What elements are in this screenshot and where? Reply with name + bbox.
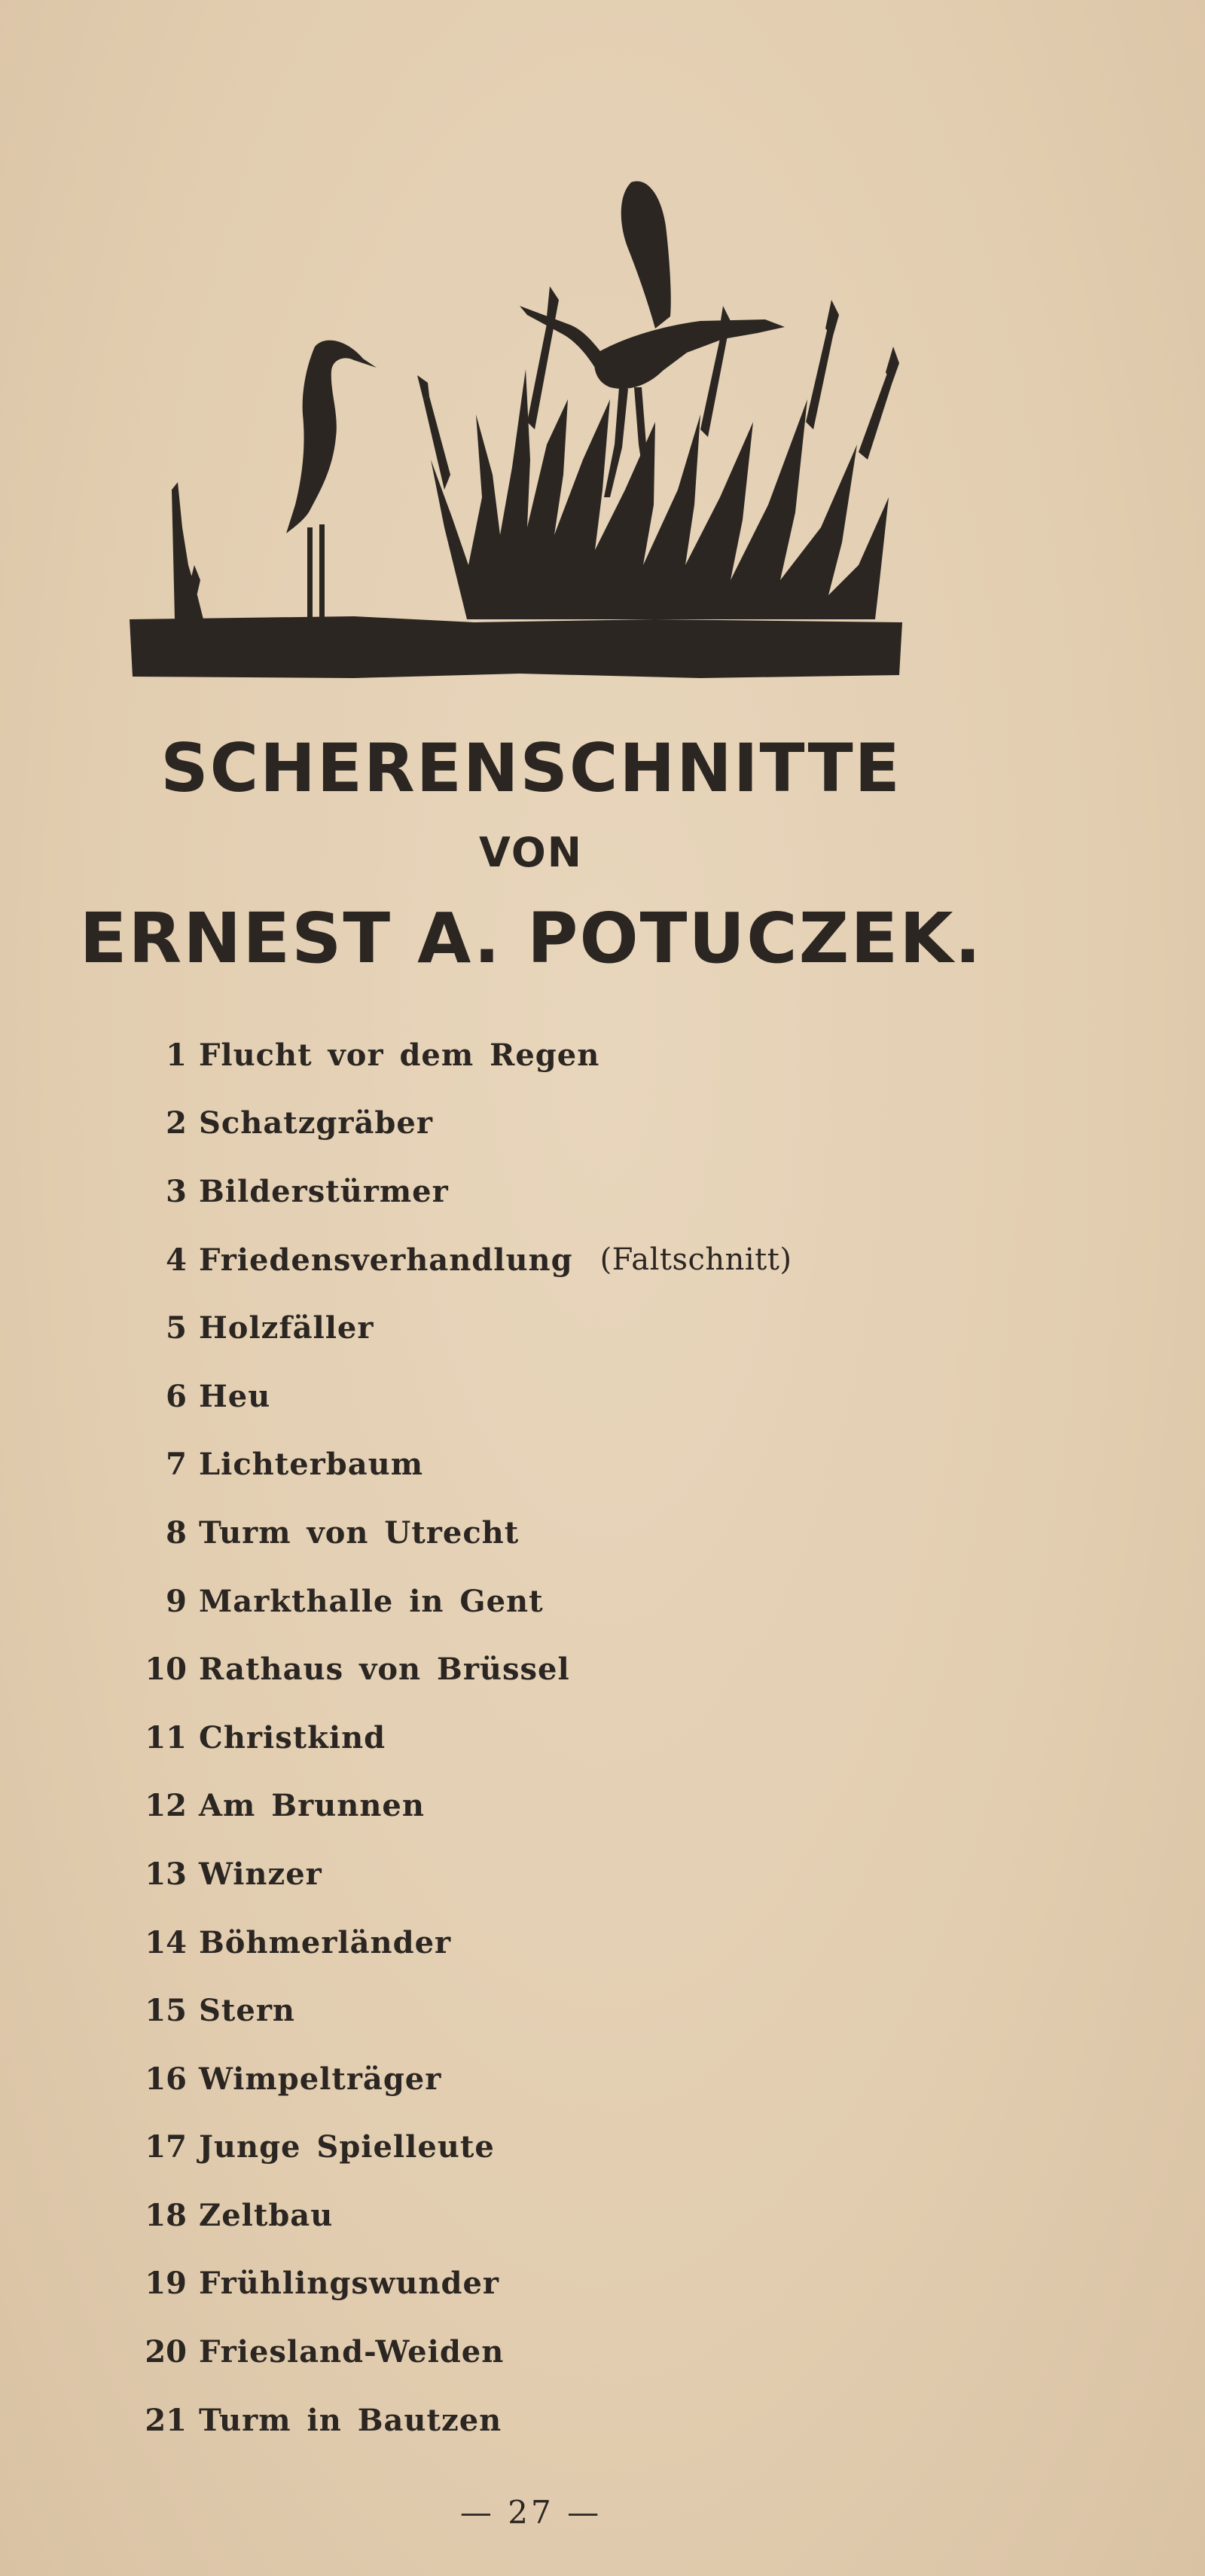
list-item [120, 1976, 1024, 2045]
item-number: 14 [145, 1924, 187, 1960]
item-number: 18 [145, 2197, 187, 2233]
item-title: Junge Spielleute [199, 2129, 495, 2165]
item-number: 21 [145, 2402, 187, 2438]
item-title: Turm in Bautzen [199, 2402, 502, 2438]
list-item [120, 1567, 1024, 1636]
list-item [120, 2045, 1024, 2113]
item-title: Friesland-Weiden [199, 2334, 505, 2370]
item-title: Friedensverhandlung [199, 1242, 573, 1278]
title-connector: VON [479, 829, 583, 876]
item-title: Markthalle in Gent [199, 1583, 544, 1619]
list-item [120, 1840, 1024, 1908]
item-number: 13 [145, 1856, 187, 1892]
item-number: 17 [145, 2129, 187, 2165]
heron-silhouette-icon [128, 173, 904, 686]
list-item [120, 1908, 1024, 1977]
author-name: ERNEST A. POTUCZEK. [79, 898, 983, 979]
item-number: 8 [166, 1514, 187, 1551]
list-item [120, 1362, 1024, 1431]
item-number: 15 [145, 1993, 187, 2029]
item-title: Wimpelträger [199, 2061, 442, 2097]
item-number: 10 [145, 1652, 187, 1688]
item-number: 5 [166, 1310, 187, 1346]
list-item [120, 1226, 1024, 1294]
item-title: Heu [199, 1378, 271, 1414]
item-title: Rathaus von Brüssel [199, 1652, 570, 1688]
list-item [120, 2318, 1024, 2386]
item-title: Böhmerländer [199, 1924, 452, 1960]
item-number: 16 [145, 2061, 187, 2097]
list-item [120, 1635, 1024, 1704]
item-number: 6 [166, 1378, 187, 1414]
list-item [120, 1704, 1024, 1772]
list-item [120, 2181, 1024, 2250]
item-title: Schatzgräber [199, 1105, 433, 1141]
item-number: 2 [166, 1105, 187, 1141]
list-item [120, 1089, 1024, 1158]
item-title: Winzer [199, 1856, 322, 1892]
item-number: 20 [145, 2334, 187, 2370]
item-title: Holzfäller [199, 1310, 374, 1346]
list-item [120, 1157, 1024, 1226]
item-title: Frühlingswunder [199, 2266, 499, 2302]
item-title: Zeltbau [199, 2197, 334, 2233]
item-title: Lichterbaum [199, 1447, 424, 1483]
item-number: 19 [145, 2266, 187, 2302]
item-title: Bilderstürmer [199, 1173, 449, 1209]
list-item [120, 2386, 1024, 2455]
item-number: 3 [166, 1173, 187, 1209]
list-item [120, 2250, 1024, 2318]
item-number: 7 [166, 1447, 187, 1483]
item-number: 1 [166, 1037, 187, 1073]
list-item [120, 1431, 1024, 1499]
item-title: Turm von Utrecht [199, 1514, 520, 1551]
item-number: 4 [166, 1242, 187, 1278]
item-note: (Faltschnitt) [599, 1242, 792, 1278]
item-title: Flucht vor dem Regen [199, 1037, 600, 1073]
item-number: 12 [145, 1788, 187, 1824]
item-number: 11 [145, 1719, 187, 1756]
list-item [120, 1021, 1024, 1089]
item-title: Christkind [199, 1719, 386, 1756]
page-title: SCHERENSCHNITTE [160, 729, 901, 807]
list-item [120, 1294, 1024, 1362]
item-title: Stern [199, 1993, 295, 2029]
list-item [120, 2113, 1024, 2182]
item-title: Am Brunnen [199, 1788, 425, 1824]
catalog-list [120, 1021, 1024, 2454]
list-item [120, 1499, 1024, 1567]
page-number: — 27 — [459, 2494, 602, 2531]
list-item [120, 1772, 1024, 1841]
item-number: 9 [166, 1583, 187, 1619]
